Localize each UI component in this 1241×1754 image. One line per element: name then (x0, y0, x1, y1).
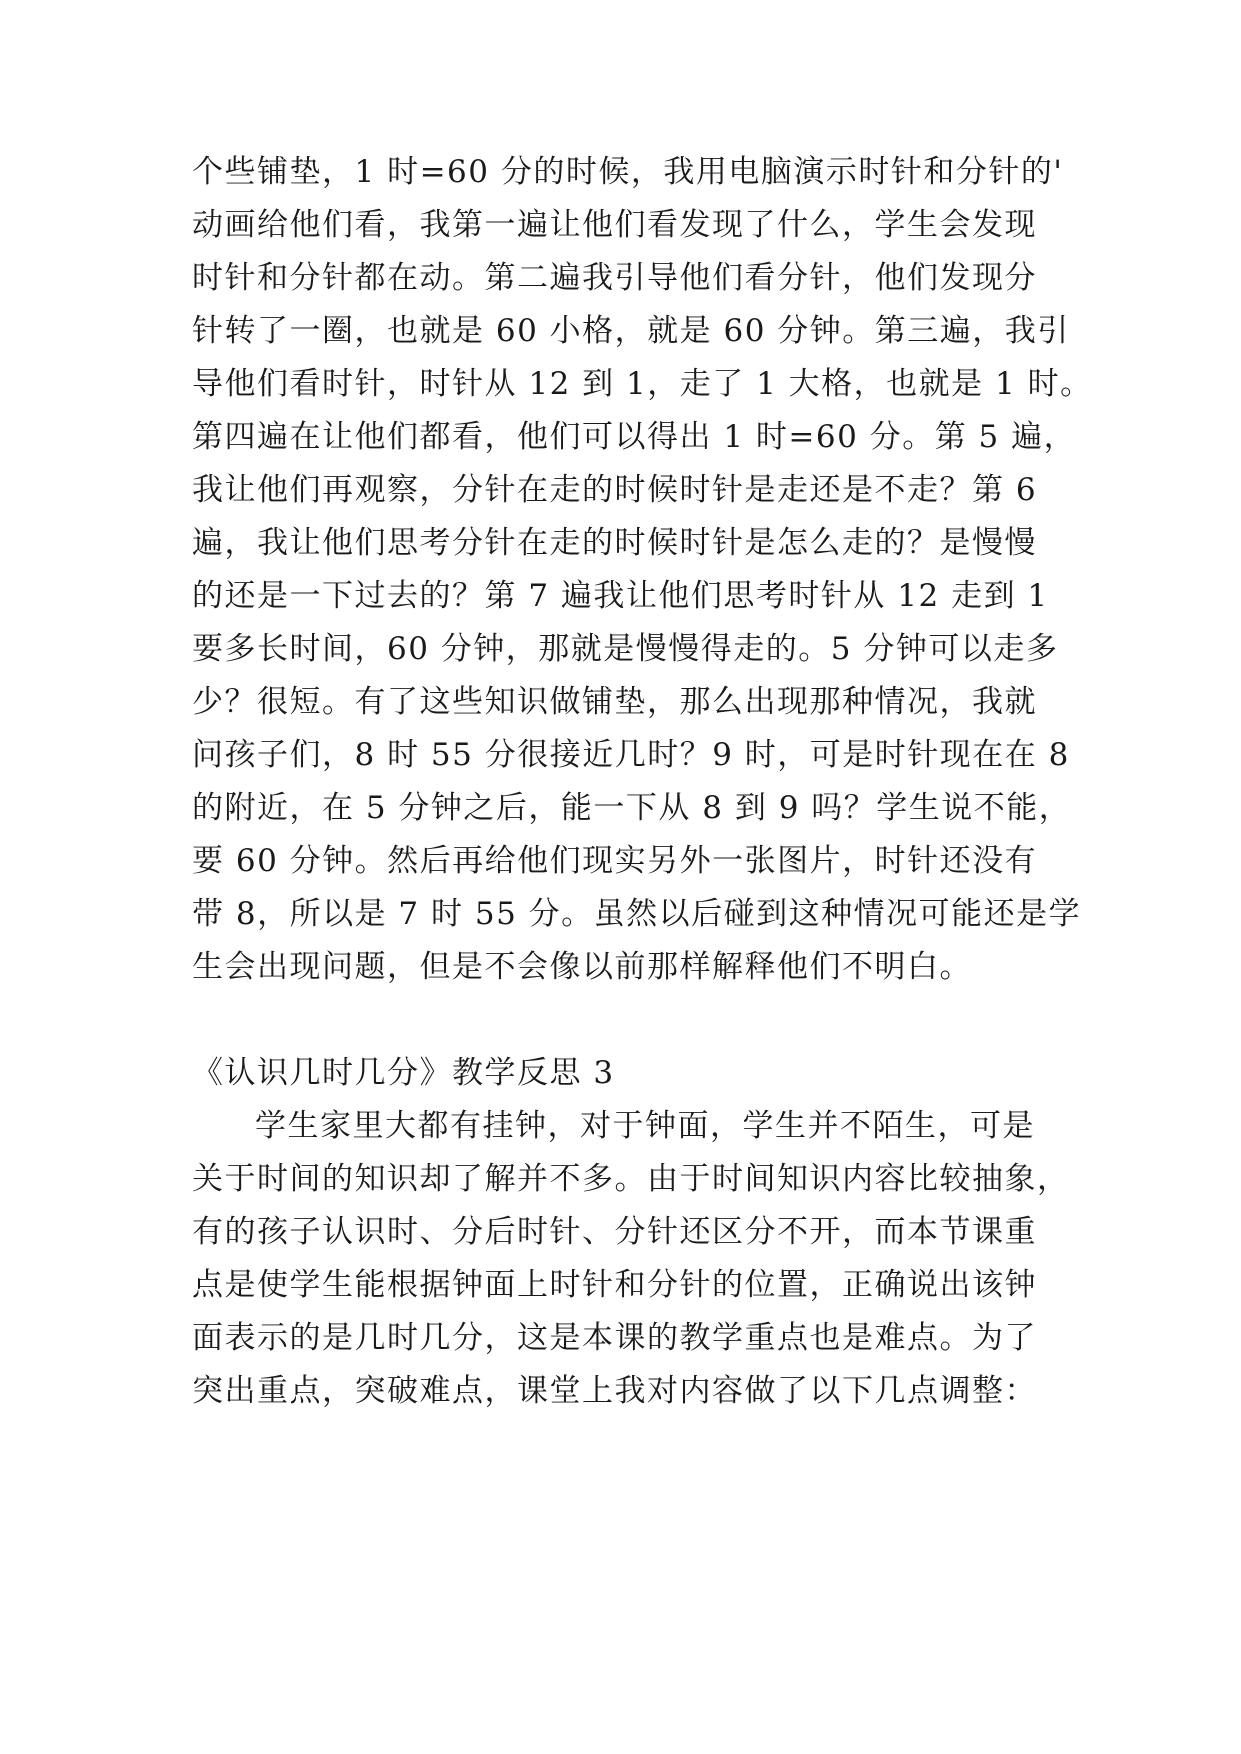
paragraph-line: 第四遍在让他们都看，他们可以得出 1 时=60 分。第 5 遍， (192, 419, 1077, 455)
paragraph-line: 要多长时间，60 分钟，那就是慢慢得走的。5 分钟可以走多 (192, 631, 1059, 667)
paragraph-line: 关于时间的知识却了解并不多。由于时间知识内容比较抽象， (192, 1161, 1070, 1197)
paragraph-line: 针转了一圈，也就是 60 小格，就是 60 分钟。第三遍，我引 (192, 313, 1070, 349)
section-title: 《认识几时几分》教学反思 3 (192, 1055, 615, 1091)
paragraph-line: 的附近，在 5 分钟之后，能一下从 8 到 9 吗？学生说不能， (192, 790, 1072, 826)
paragraph-line: 时针和分针都在动。第二遍我引导他们看分针，他们发现分 (192, 260, 1037, 296)
paragraph-line: 点是使学生能根据钟面上时针和分针的位置，正确说出该钟 (192, 1267, 1037, 1303)
paragraph-line: 少？很短。有了这些知识做铺垫，那么出现那种情况，我就 (192, 684, 1037, 720)
paragraph-line: 导他们看时针，时针从 12 到 1，走了 1 大格，也就是 1 时。 (192, 366, 1093, 402)
paragraph-line: 学生家里大都有挂钟，对于钟面，学生并不陌生，可是 (255, 1108, 1035, 1144)
paragraph-line: 问孩子们，8 时 55 分很接近几时？9 时，可是时针现在在 8 (192, 737, 1070, 773)
paragraph-line: 带 8，所以是 7 时 55 分。虽然以后碰到这种情况可能还是学 (192, 896, 1082, 932)
paragraph-line: 面表示的是几时几分，这是本课的教学重点也是难点。为了 (192, 1320, 1037, 1356)
paragraph-line: 个些铺垫，1 时=60 分的时候，我用电脑演示时针和分针的' (192, 154, 1064, 190)
paragraph-line: 的还是一下过去的？第 7 遍我让他们思考时针从 12 走到 1 (192, 578, 1049, 614)
paragraph-line: 生会出现问题，但是不会像以前那样解释他们不明白。 (192, 949, 972, 985)
paragraph-line: 突出重点，突破难点，课堂上我对内容做了以下几点调整： (192, 1373, 1037, 1409)
paragraph-line: 我让他们再观察，分针在走的时候时针是走还是不走？第 6 (192, 472, 1038, 508)
paragraph-line: 有的孩子认识时、分后时针、分针还区分不开，而本节课重 (192, 1214, 1037, 1250)
paragraph-line: 动画给他们看，我第一遍让他们看发现了什么，学生会发现 (192, 207, 1037, 243)
paragraph-line: 遍，我让他们思考分针在走的时候时针是怎么走的？是慢慢 (192, 525, 1037, 561)
paragraph-line: 要 60 分钟。然后再给他们现实另外一张图片，时针还没有 (192, 843, 1038, 879)
